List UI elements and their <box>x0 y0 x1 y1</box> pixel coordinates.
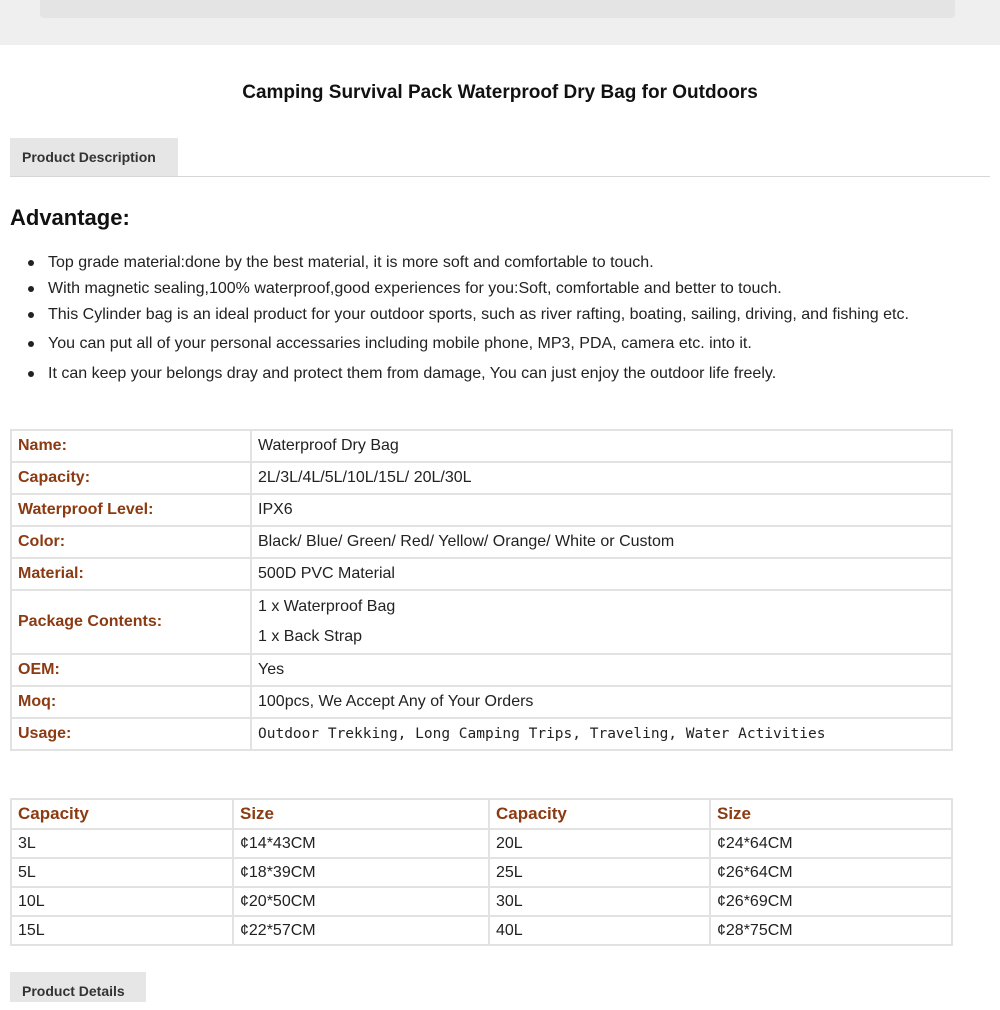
size-table-header <box>11 799 952 829</box>
spec-row <box>11 494 952 526</box>
table-cell: 15L <box>11 916 233 945</box>
table-row <box>11 829 952 858</box>
table-row <box>11 916 952 945</box>
spec-value <box>251 590 952 654</box>
page-title: Camping Survival Pack Waterproof Dry Bag for Outdoors <box>242 82 758 103</box>
table-cell: ¢24*64CM <box>710 829 952 858</box>
spec-key: OEM: <box>11 654 251 686</box>
table-cell: 5L <box>11 858 233 887</box>
table-cell: 40L <box>489 916 710 945</box>
column-header: Capacity <box>489 799 710 829</box>
table-cell: 25L <box>489 858 710 887</box>
tab-row <box>10 138 990 177</box>
spec-value: Yes <box>251 654 952 686</box>
spec-row <box>11 430 952 462</box>
table-cell: ¢26*69CM <box>710 887 952 916</box>
spec-key: Moq: <box>11 686 251 718</box>
spec-row <box>11 654 952 686</box>
spec-key: Material: <box>11 558 251 590</box>
table-cell: 3L <box>11 829 233 858</box>
spec-value: Black/ Blue/ Green/ Red/ Yellow/ Orange/ White or Custom <box>251 526 952 558</box>
spec-key: Capacity: <box>11 462 251 494</box>
spec-row <box>11 590 952 654</box>
spec-value: Outdoor Trekking, Long Camping Trips, Traveling, Water Activities <box>251 718 952 750</box>
size-table <box>10 798 953 946</box>
spec-row <box>11 526 952 558</box>
spec-row <box>11 718 952 750</box>
table-cell: 30L <box>489 887 710 916</box>
spec-key: Name: <box>11 430 251 462</box>
spec-value: IPX6 <box>251 494 952 526</box>
table-cell: 10L <box>11 887 233 916</box>
spec-row <box>11 558 952 590</box>
column-header: Size <box>710 799 952 829</box>
spec-value: 100pcs, We Accept Any of Your Orders <box>251 686 952 718</box>
table-cell: ¢20*50CM <box>233 887 489 916</box>
spec-value: Waterproof Dry Bag <box>251 430 952 462</box>
table-cell: ¢28*75CM <box>710 916 952 945</box>
spec-key: Usage: <box>11 718 251 750</box>
package-item: 1 x Waterproof Bag <box>258 598 396 615</box>
spec-table <box>10 429 953 751</box>
spec-key: Waterproof Level: <box>11 494 251 526</box>
advantage-item: It can keep your belongs dray and protect them from damage, You can just enjoy the outdoor life freely. <box>48 361 978 387</box>
spec-row <box>11 462 952 494</box>
tab-product-details[interactable]: Product Details <box>10 972 146 1002</box>
table-cell: ¢26*64CM <box>710 858 952 887</box>
advantage-item: With magnetic sealing,100% waterproof,good experiences for you:Soft, comfortable and better to touch. <box>48 276 978 302</box>
top-banner-strip <box>0 0 1000 45</box>
tab-product-description[interactable]: Product Description <box>10 138 178 176</box>
table-cell: ¢22*57CM <box>233 916 489 945</box>
spec-value: 2L/3L/4L/5L/10L/15L/ 20L/30L <box>251 462 952 494</box>
spec-key: Color: <box>11 526 251 558</box>
top-banner-inner <box>40 0 955 18</box>
advantage-item: Top grade material:done by the best material, it is more soft and comfortable to touch. <box>48 250 978 276</box>
table-cell: ¢14*43CM <box>233 829 489 858</box>
column-header: Capacity <box>11 799 233 829</box>
package-item: 1 x Back Strap <box>258 628 363 645</box>
spec-key: Package Contents: <box>11 590 251 654</box>
advantage-item: This Cylinder bag is an ideal product for your outdoor sports, such as river rafting, boating, sailing, driving, and fishing etc. <box>48 302 978 328</box>
advantage-list <box>48 250 978 387</box>
spec-value: 500D PVC Material <box>251 558 952 590</box>
column-header: Size <box>233 799 489 829</box>
advantage-heading: Advantage: <box>10 205 130 230</box>
advantage-item: You can put all of your personal accessaries including mobile phone, MP3, PDA, camera etc. into it. <box>48 331 978 357</box>
table-cell: ¢18*39CM <box>233 858 489 887</box>
spec-row <box>11 686 952 718</box>
table-row <box>11 858 952 887</box>
table-cell: 20L <box>489 829 710 858</box>
table-row <box>11 887 952 916</box>
